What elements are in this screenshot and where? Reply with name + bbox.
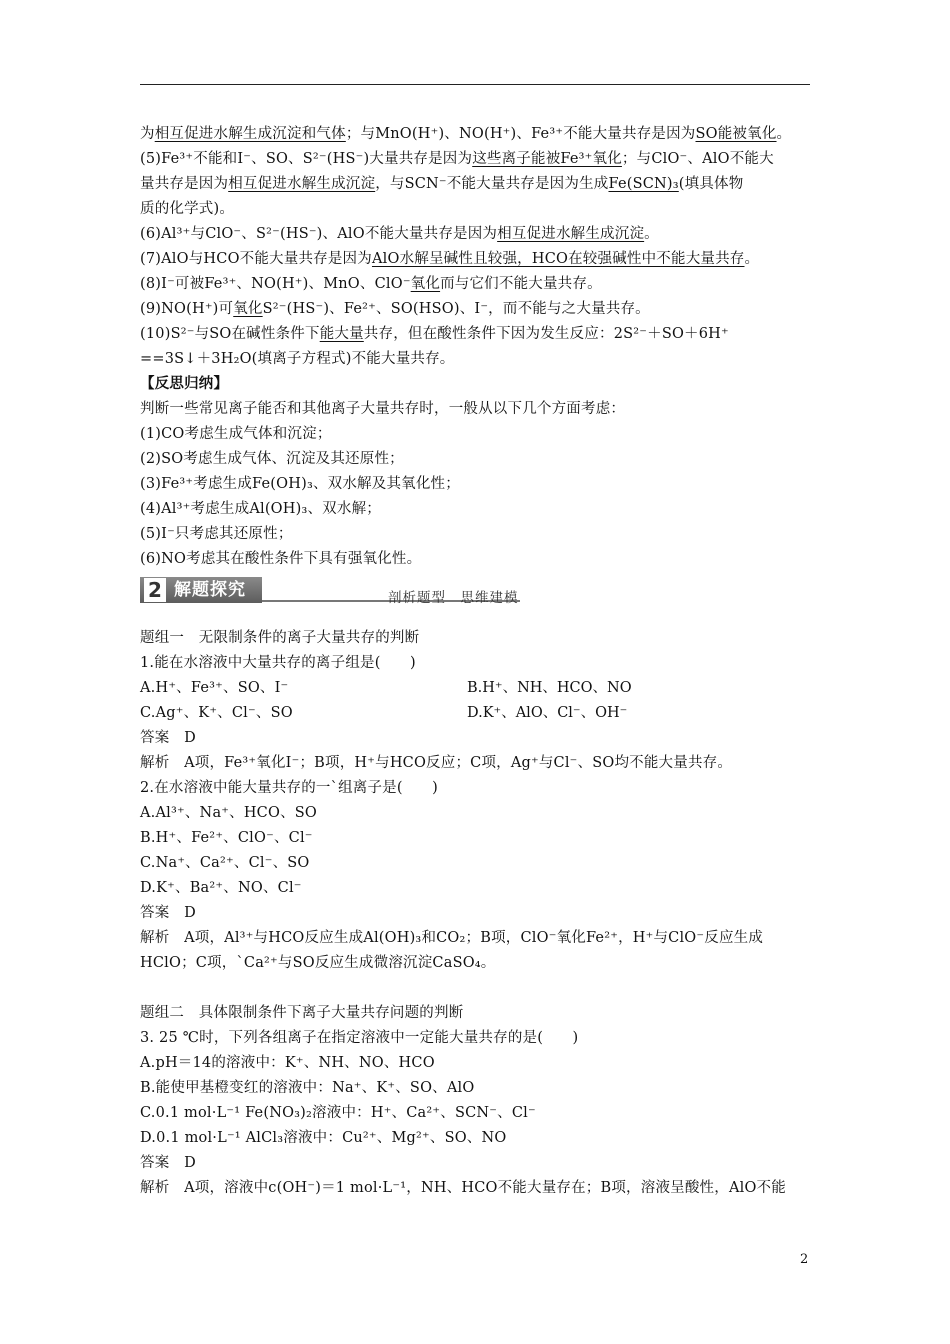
line-text: S²⁻(HS⁻)、Fe²⁺、SO(HSO)、I⁻，而不能与之大量共存。 <box>262 301 650 317</box>
text-line <box>140 778 438 798</box>
banner-box <box>140 577 262 603</box>
line-text: 1.能在水溶液中大量共存的离子组是( ) <box>140 655 416 671</box>
option-right-column: D.K⁺、AlO、Cl⁻、OH⁻ <box>467 705 628 721</box>
line-text: 答案 D <box>140 905 196 921</box>
line-text: 题组一 无限制条件的离子大量共存的判断 <box>140 630 420 646</box>
line-text: 3. 25 ℃时，下列各组离子在指定溶液中一定能大量共存的是( ) <box>140 1030 579 1046</box>
text-line <box>140 803 317 823</box>
text-line <box>140 449 404 469</box>
line-text: (8)I⁻可被Fe³⁺、NO(H⁺)、MnO、ClO⁻ <box>140 276 411 292</box>
line-text: (7)AlO与HCO不能大量共存是因为 <box>140 251 372 267</box>
text-line <box>140 474 460 494</box>
text-line <box>140 1153 196 1173</box>
text-line <box>140 499 381 519</box>
text-line <box>140 628 419 648</box>
text-line <box>140 224 659 244</box>
header-rule <box>140 84 810 85</box>
line-text: ；与MnO(H⁺)、NO(H⁺)、Fe³⁺不能大量共存是因为 <box>345 126 696 142</box>
text-line <box>140 1128 506 1148</box>
text-line <box>140 374 228 394</box>
line-text: (3)Fe³⁺考虑生成Fe(OH)₃、双水解及其氧化性； <box>140 476 460 492</box>
page-number: 2 <box>800 1252 809 1267</box>
line-text: 判断一些常见离子能否和其他离子大量共存时，一般从以下几个方面考虑： <box>140 401 626 417</box>
answer-blank-text: 这些离子能被Fe³⁺氧化 <box>472 151 622 167</box>
option-right-column: B.H⁺、NH、HCO、NO <box>467 680 632 696</box>
line-text: 为 <box>140 126 155 142</box>
line-text: (2)SO考虑生成气体、沉淀及其还原性； <box>140 451 404 467</box>
text-line <box>140 274 602 294</box>
text-line <box>140 399 625 419</box>
line-text: B.H⁺、Fe²⁺、ClO⁻、Cl⁻ <box>140 830 313 846</box>
line-text: ，与SCN⁻不能大量共存是因为生成 <box>375 176 609 192</box>
text-line <box>140 1078 474 1098</box>
text-line <box>140 249 759 269</box>
text-line <box>140 1028 578 1048</box>
text-line <box>140 1003 463 1023</box>
line-text: D.K⁺、Ba²⁺、NO、Cl⁻ <box>140 880 302 896</box>
line-text: 2.在水溶液中能大量共存的一`组离子是( ) <box>140 780 438 796</box>
line-text: 质的化学式)。 <box>140 201 235 217</box>
answer-blank-text: 氧化 <box>233 301 263 317</box>
line-text: (5)I⁻只考虑其还原性； <box>140 526 293 542</box>
line-text: A.H⁺、Fe³⁺、SO、I⁻ <box>140 680 289 696</box>
line-text: (1)CO考虑生成气体和沉淀； <box>140 426 332 442</box>
text-line <box>140 199 234 219</box>
line-text: 。 <box>644 226 659 242</box>
text-line <box>140 728 196 748</box>
line-text: A.pH＝14的溶液中：K⁺、NH、NO、HCO <box>140 1055 435 1071</box>
text-line <box>140 124 791 144</box>
line-text: A.Al³⁺、Na⁺、HCO、SO <box>140 805 317 821</box>
line-text: ；与ClO⁻、AlO不能大 <box>621 151 774 167</box>
text-line <box>140 1178 786 1198</box>
section-subtitle: 剖析题型 思维建模 <box>388 590 519 606</box>
line-text: 题组二 具体限制条件下离子大量共存问题的判断 <box>140 1005 464 1021</box>
line-text: 解析 A项，Al³⁺与HCO反应生成Al(OH)₃和CO₂；B项，ClO⁻氧化Fe²⁺，H⁺与ClO⁻反应生成 <box>140 930 764 946</box>
answer-blank-text: Fe(SCN)₃ <box>608 176 679 192</box>
line-text: (5)Fe³⁺不能和I⁻、SO、S²⁻(HS⁻)大量共存是因为 <box>140 151 473 167</box>
line-text: (9)NO(H⁺)可 <box>140 301 234 317</box>
text-line <box>140 549 421 569</box>
answer-blank-text: SO能被氧化 <box>695 126 777 142</box>
line-text: C.Ag⁺、K⁺、Cl⁻、SO <box>140 705 293 721</box>
line-text: C.Na⁺、Ca²⁺、Cl⁻、SO <box>140 855 310 871</box>
text-line <box>140 753 732 773</box>
text-line <box>140 928 763 948</box>
text-line <box>140 678 288 698</box>
text-line <box>140 424 332 444</box>
line-text: (6)Al³⁺与ClO⁻、S²⁻(HS⁻)、AlO不能大量共存是因为 <box>140 226 498 242</box>
text-line <box>140 953 496 973</box>
section-banner <box>140 577 520 605</box>
line-text: 量共存是因为 <box>140 176 229 192</box>
text-line <box>140 149 774 169</box>
line-text: 共存，但在酸性条件下因为发生反应：2S²⁻＋SO＋6H⁺ <box>363 326 729 342</box>
line-text: 解析 A项，Fe³⁺氧化I⁻；B项，H⁺与HCO反应；C项，Ag⁺与Cl⁻、SO均不能大量共存。 <box>140 755 733 771</box>
text-line <box>140 703 293 723</box>
text-line <box>140 653 416 673</box>
line-text: B.能使甲基橙变红的溶液中：Na⁺、K⁺、SO、AlO <box>140 1080 475 1096</box>
answer-blank-text: 氧化 <box>410 276 441 292</box>
text-line <box>140 878 302 898</box>
line-text: HClO；C项，`Ca²⁺与SO反应生成微溶沉淀CaSO₄。 <box>140 955 496 971</box>
line-text: (6)NO考虑其在酸性条件下具有强氧化性。 <box>140 551 422 567</box>
text-line <box>140 1053 435 1073</box>
section-title: 解题探究 <box>174 580 246 600</box>
line-text: (4)Al³⁺考虑生成Al(OH)₃、双水解； <box>140 501 381 517</box>
answer-blank-text: 相互促进水解生成沉淀和气体 <box>154 126 346 142</box>
text-line <box>140 1103 536 1123</box>
line-text: 答案 D <box>140 1155 196 1171</box>
text-line <box>140 853 309 873</box>
line-text: 而与它们不能大量共存。 <box>440 276 602 292</box>
text-line <box>140 524 293 544</box>
text-line <box>140 349 455 369</box>
section-number: 2 <box>144 578 166 602</box>
line-text: 答案 D <box>140 730 196 746</box>
text-line <box>140 903 196 923</box>
text-line <box>140 299 650 319</box>
line-text: (10)S²⁻与SO在碱性条件下 <box>140 326 320 342</box>
text-line <box>140 828 313 848</box>
line-text: 。 <box>744 251 760 267</box>
line-text: C.0.1 mol·L⁻¹ Fe(NO₃)₂溶液中：H⁺、Ca²⁺、SCN⁻、Cl⁻ <box>140 1105 536 1121</box>
answer-blank-text: AlO水解呈碱性且较强，HCO在较强碱性中不能大量共存 <box>371 251 745 267</box>
answer-blank-text: 相互促进水解生成沉淀 <box>497 226 645 242</box>
answer-blank-text: 能大量 <box>319 326 364 342</box>
line-text: 解析 A项，溶液中c(OH⁻)＝1 mol·L⁻¹，NH、HCO不能大量存在；B项，溶液呈酸性，AlO不能 <box>140 1180 786 1196</box>
answer-blank-text: 相互促进水解生成沉淀 <box>228 176 376 192</box>
line-text: (填具体物 <box>678 176 744 192</box>
line-text: 【反思归纳】 <box>140 375 229 392</box>
line-text: D.0.1 mol·L⁻¹ AlCl₃溶液中：Cu²⁺、Mg²⁺、SO、NO <box>140 1130 507 1146</box>
text-line <box>140 174 743 194</box>
line-text: ==3S↓＋3H₂O(填离子方程式)不能大量共存。 <box>140 351 455 367</box>
line-text: 。 <box>776 126 792 142</box>
text-line <box>140 324 729 344</box>
